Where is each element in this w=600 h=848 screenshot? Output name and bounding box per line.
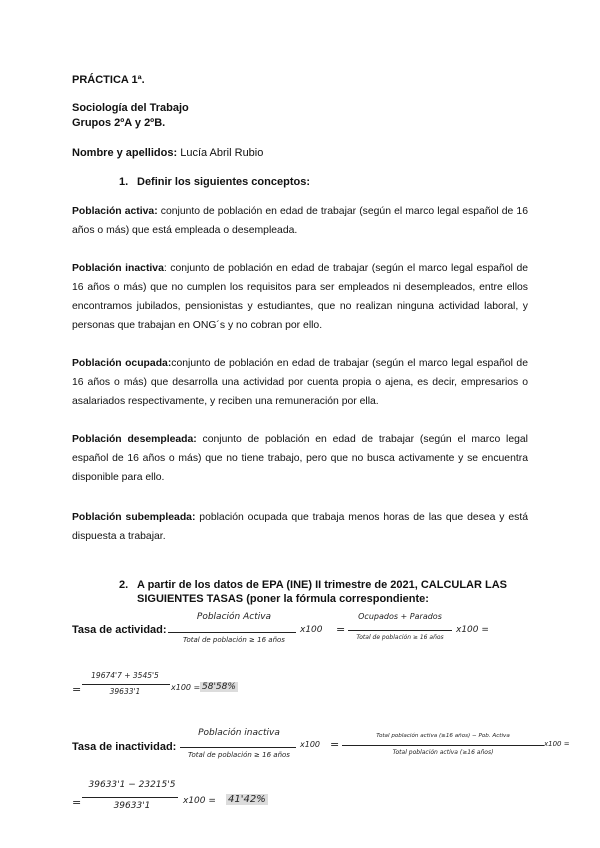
activity-calc-denominator: 39633'1 (109, 687, 141, 696)
inactivity-times-2: x100 = (544, 740, 570, 748)
section1-title: Definir los siguientes conceptos: (137, 176, 310, 188)
activity-f2-denominator: Total de población ≥ 16 años (356, 634, 444, 641)
inactivity-times-1: x100 (300, 740, 321, 749)
fraction-bar (180, 747, 296, 748)
definition-term: Población inactiva (72, 263, 164, 274)
fraction-bar (168, 632, 296, 633)
definition-text: conjunto de población en edad de trabajar (según el marco legal español de 16 años o más) que no tiene trabajo, pero que no busca activamente y se encuentra disponible para ello. (72, 434, 528, 483)
inactivity-formula-1-den (178, 751, 300, 759)
definition-text: conjunto de población en edad de trabajar (según el marco legal español de 16 años o más) que desarrolla una actividad por cuenta propia o ajena, es decir, empresarios o asalariados respectivamente, y reciben una remuneración por ella. (72, 358, 528, 407)
activity-result-value: 58'58% (202, 682, 236, 692)
inactivity-formula-2 (340, 733, 546, 739)
inactivity-calc (82, 780, 182, 790)
activity-result (200, 682, 238, 692)
inactivity-eq-1: = (330, 738, 340, 751)
definition-text: : conjunto de población en edad de trabajar (según el marco legal español de 16 años o más) que no cumplen los requisitos para ser empleados ni desempleados, entre ellos encontramos jubilados, pensionistas y estudiantes, que no realizan ninguna actividad laboral, y personas que trabajan en ONG´s y no cobran por ello. (72, 263, 528, 331)
inactivity-times-3: x100 = (183, 796, 216, 806)
definition-employed (72, 354, 528, 411)
activity-calc-numerator: 19674'7 + 3545'5 (91, 671, 159, 680)
inactivity-f2-numerator: Total población activa (≥16 años) − Pob. Activa (376, 733, 510, 739)
activity-formula-1-den (168, 636, 300, 644)
fraction-bar (342, 745, 544, 746)
name-label: Nombre y apellidos: (72, 147, 178, 159)
inactivity-f1-denominator: Total de población ≥ 16 años (188, 751, 290, 759)
inactivity-f1-numerator: Población inactiva (198, 728, 280, 738)
fraction-bar (82, 684, 170, 685)
inactivity-calc-numerator: 39633'1 − 23215'5 (88, 780, 176, 790)
definition-term: Población desempleada: (72, 434, 197, 445)
inactivity-eq-2: = (72, 796, 82, 809)
subject-title: Sociología del Trabajo (72, 102, 189, 114)
definition-term: Población ocupada: (72, 358, 172, 369)
activity-rate-label: Tasa de actividad: (72, 624, 167, 636)
inactivity-f2-denominator: Total población activa (≥16 años) (392, 749, 494, 756)
name-value: Lucía Abril Rubio (180, 147, 264, 159)
activity-formula-2 (348, 612, 452, 621)
name-line (72, 146, 263, 160)
inactivity-result-value: 41'42% (228, 794, 266, 805)
definition-term: Población subempleada: (72, 512, 196, 523)
definition-term: Población activa: (72, 206, 158, 217)
activity-f2-numerator: Ocupados + Parados (358, 612, 442, 621)
definition-active (72, 202, 528, 240)
definition-inactive (72, 259, 528, 335)
inactivity-calc-den (82, 801, 182, 811)
activity-times-2: x100 = (456, 625, 489, 635)
inactivity-formula-1 (180, 728, 298, 738)
activity-eq-2: = (72, 683, 82, 696)
activity-f1-numerator: Población Activa (196, 612, 272, 622)
section2-title-line1: A partir de los datos de EPA (INE) II trimestre de 2021, CALCULAR LAS (137, 579, 507, 591)
section2-title (137, 578, 517, 606)
section1-number: 1. (119, 176, 129, 188)
practice-title: PRÁCTICA 1ª. (72, 74, 145, 86)
section2-number: 2. (119, 579, 129, 591)
inactivity-result (226, 794, 268, 805)
inactivity-rate-label: Tasa de inactividad: (72, 741, 177, 753)
activity-times-3: x100 = (171, 683, 201, 692)
activity-f1-denominator: Total de población ≥ 16 años (183, 636, 285, 644)
section2-title-line2: SIGUIENTES TASAS (poner la fórmula correspondiente: (137, 593, 429, 605)
definition-text: población ocupada que trabaja menos horas de las que desea y está dispuesta a trabajar. (72, 512, 528, 542)
definition-text: conjunto de población en edad de trabajar (según el marco legal español de 16 años o más) que está empleada o desempleada. (72, 206, 528, 236)
inactivity-calc-denominator: 39633'1 (113, 801, 151, 811)
activity-eq-1: = (336, 623, 346, 636)
inactivity-formula-2-den (340, 749, 546, 756)
activity-formula-2-den (346, 634, 454, 641)
definition-unemployed (72, 430, 528, 487)
activity-times-1: x100 (300, 625, 323, 635)
fraction-bar (82, 797, 178, 798)
activity-calc (80, 671, 170, 680)
activity-calc-den (80, 687, 170, 696)
groups-line: Grupos 2ºA y 2ºB. (72, 117, 166, 129)
fraction-bar (348, 630, 452, 631)
activity-formula-1 (170, 612, 298, 622)
definition-underemployed (72, 508, 528, 546)
